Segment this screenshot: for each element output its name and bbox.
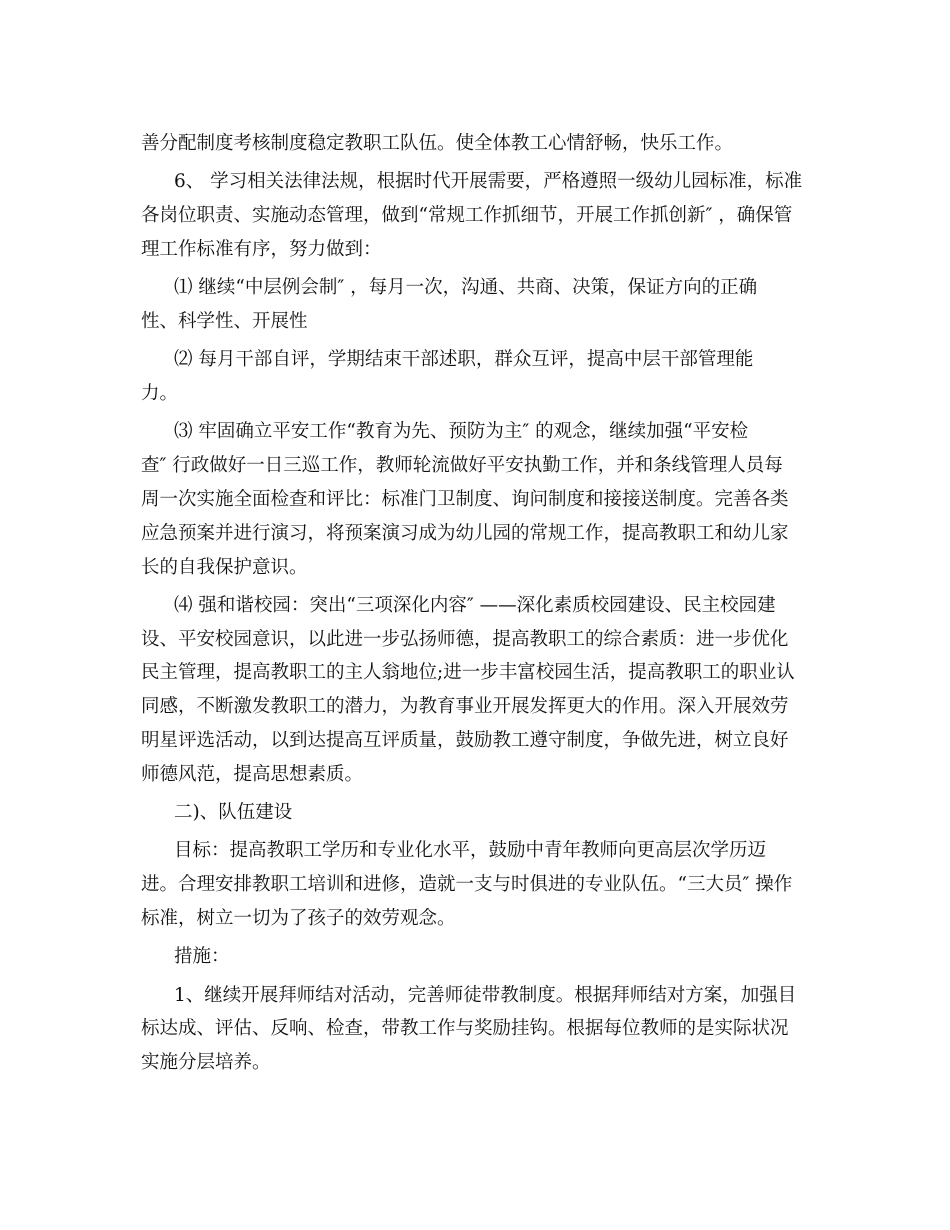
text-line: ⑴ 继续“中层例会制″ ，每月一次，沟通、共商、决策，保证方向的正确	[174, 277, 758, 299]
paragraph	[141, 834, 809, 935]
text-line: 标达成、评估、反响、检查，带教工作与奖励挂钩。根据每位教师的是实际状况	[141, 1018, 789, 1040]
text-line: 长的自我保护意识。	[141, 556, 308, 578]
text-line: 民主管理，提高教职工的主人翁地位;进一步丰富校园生活，提高教职工的职业认	[141, 662, 795, 684]
paragraph	[141, 415, 809, 584]
text-line: 应急预案并进行演习，将预案演习成为幼儿园的常规工作，提高教职工和幼儿家	[141, 522, 789, 544]
text-line: 力。	[141, 383, 179, 405]
text-line: 各岗位职责、实施动态管理，做到“常规工作抓细节，开展工作抓创新″ ，确保管	[141, 205, 793, 227]
text-line: 1、继续开展拜师结对活动，完善师徒带教制度。根据拜师结对方案，加强目	[174, 984, 797, 1006]
text-line: 目标：提高教职工学历和专业化水平，鼓励中青年教师向更高层次学历迈	[174, 840, 767, 862]
section-heading	[141, 796, 809, 830]
text-line: 同感，不断激发教职工的潜力，为教育事业开展发挥更大的作用。深入开展效劳	[141, 696, 789, 718]
text-line: 标准，树立一切为了孩子的效劳观念。	[141, 908, 456, 930]
paragraph	[141, 589, 809, 792]
text-line: 二)、队伍建设	[174, 802, 293, 824]
text-line: 性、科学性、开展性	[141, 310, 308, 332]
text-line: ⑵ 每月干部自评，学期结束干部述职，群众互评，提高中层干部管理能	[174, 349, 754, 371]
text-line: 6、 学习相关法律法规，根据时代开展需要，严格遵照一级幼儿园标准，标准	[174, 171, 803, 193]
text-line: ⑷ 强和谐校园：突出“三项深化内容″ ——深化素质校园建设、民主校园建	[174, 594, 776, 616]
paragraph	[141, 271, 809, 339]
paragraph	[141, 979, 809, 1080]
paragraph	[141, 940, 809, 974]
paragraph	[141, 165, 809, 266]
paragraph	[141, 343, 809, 411]
paragraph	[141, 127, 809, 161]
text-line: 进。合理安排教职工培训和进修，造就一支与时俱进的专业队伍。“三大员″ 操作	[141, 874, 793, 896]
text-line: 明星评选活动，以到达提高互评质量，鼓励教工遵守制度，争做先进，树立良好	[141, 730, 789, 752]
text-line: 师德风范，提高思想素质。	[141, 763, 364, 785]
text-line: 查″ 行政做好一日三巡工作，教师轮流做好平安执勤工作，并和条线管理人员每	[141, 455, 783, 477]
text-line: 措施：	[174, 946, 230, 968]
text-line: 实施分层培养。	[141, 1052, 271, 1074]
text-line: 理工作标准有序，努力做到：	[141, 238, 382, 260]
text-line: 设、平安校园意识，以此进一步弘扬师德，提高教职工的综合素质：进一步优化	[141, 628, 789, 650]
text-line: 周一次实施全面检查和评比：标准门卫制度、询问制度和接接送制度。完善各类	[141, 488, 789, 510]
text-line: ⑶ 牢固确立平安工作“教育为先、预防为主″ 的观念，继续加强“平安检	[174, 421, 749, 443]
text-line: 善分配制度考核制度稳定教职工队伍。使全体教工心情舒畅，快乐工作。	[141, 133, 734, 154]
document-body	[141, 127, 809, 1080]
